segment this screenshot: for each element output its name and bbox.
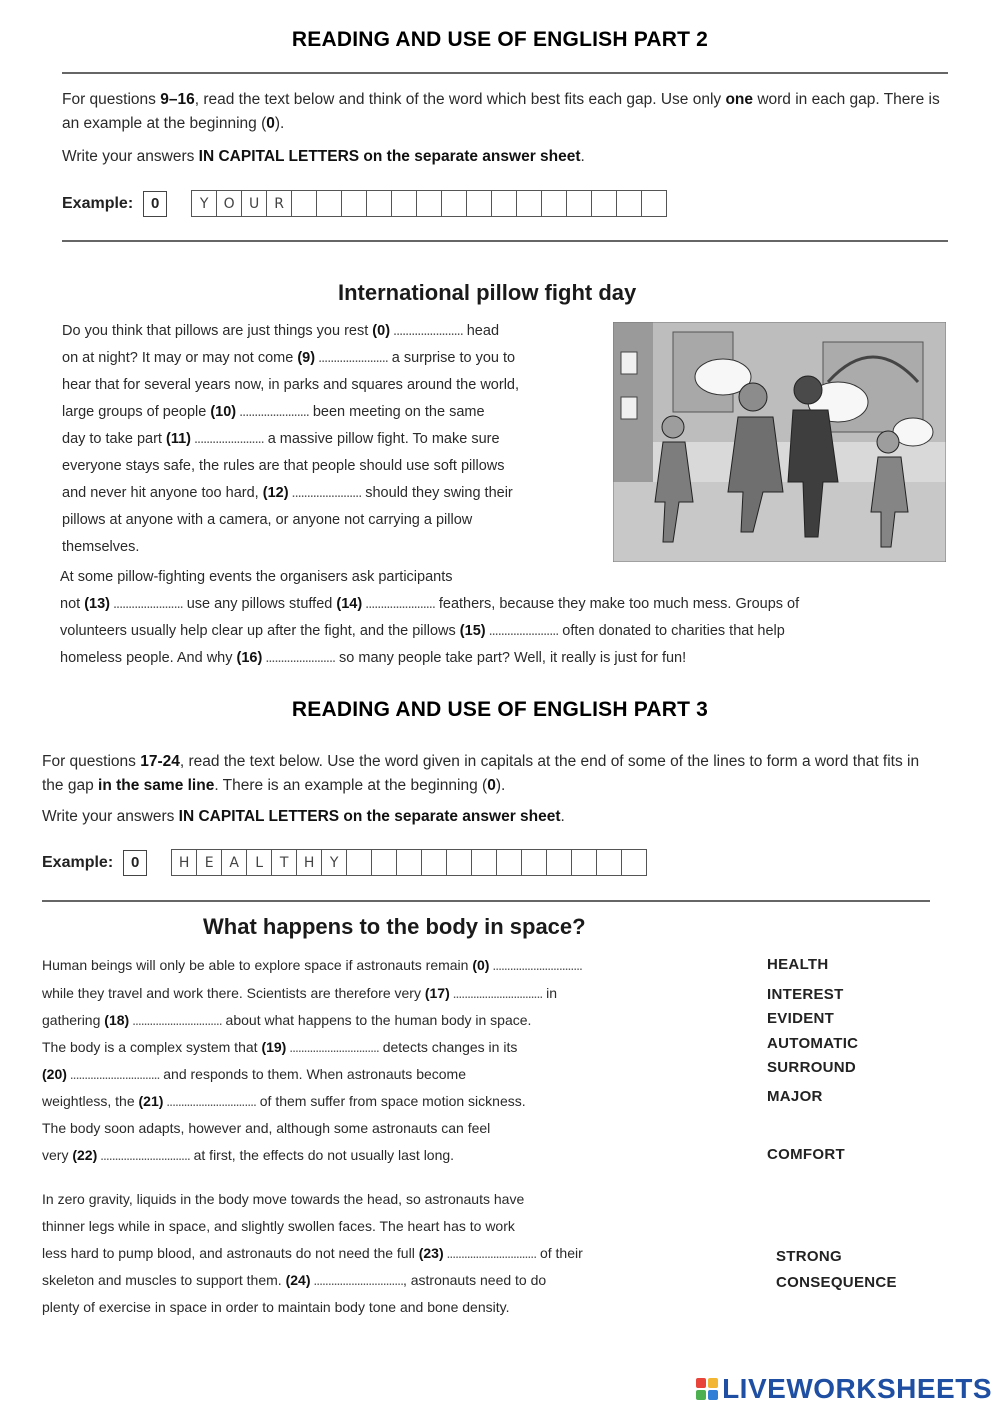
text-line bbox=[62, 399, 485, 426]
line-text: volunteers usually help clear up after the fight, and the pillows bbox=[60, 623, 460, 639]
answer-cell: A bbox=[222, 850, 247, 875]
logo-tile bbox=[696, 1378, 706, 1388]
answer-cell bbox=[467, 191, 492, 216]
answer-gap: ....................... bbox=[262, 650, 336, 666]
gap-number: (17) bbox=[424, 985, 450, 1001]
example-number-box: 0 bbox=[143, 191, 167, 217]
given-word: MAJOR bbox=[767, 1088, 823, 1105]
answer-cell bbox=[542, 191, 567, 216]
text-line bbox=[62, 453, 505, 480]
text-line bbox=[42, 1007, 531, 1034]
line-text: thinner legs while in space, and slightly swollen faces. The heart has to work bbox=[42, 1218, 515, 1234]
answer-cell bbox=[622, 850, 647, 875]
answer-cell: E bbox=[197, 850, 222, 875]
answer-cell bbox=[522, 850, 547, 875]
answer-cell bbox=[417, 191, 442, 216]
liveworksheets-logo-icon bbox=[696, 1378, 718, 1400]
answer-gap: ............................... bbox=[129, 1012, 222, 1028]
text-line bbox=[42, 1061, 466, 1088]
given-word: EVIDENT bbox=[767, 1010, 835, 1027]
part2-mid-rule bbox=[62, 240, 948, 242]
part3-example bbox=[42, 849, 647, 876]
text-line bbox=[42, 1142, 454, 1169]
line-text: while they travel and work there. Scientists are therefore very bbox=[42, 985, 425, 1001]
line-text: skeleton and muscles to support them. bbox=[42, 1272, 286, 1288]
answer-cell: Y bbox=[322, 850, 347, 875]
answer-cell: H bbox=[297, 850, 322, 875]
answer-gap: ............................... bbox=[286, 1039, 379, 1055]
text-line bbox=[62, 480, 513, 507]
line-text: , astronauts need to do bbox=[402, 1272, 547, 1288]
part2-top-rule bbox=[62, 72, 948, 74]
text-line bbox=[42, 980, 557, 1007]
answer-cell bbox=[347, 850, 372, 875]
answer-cell: R bbox=[267, 191, 292, 216]
answer-cell: U bbox=[242, 191, 267, 216]
line-text: themselves. bbox=[62, 539, 140, 555]
answer-cell bbox=[572, 850, 597, 875]
answer-cell bbox=[492, 191, 517, 216]
text-line bbox=[42, 952, 582, 979]
text-line bbox=[42, 1186, 524, 1213]
answer-cell bbox=[367, 191, 392, 216]
line-text: should they swing their bbox=[361, 485, 513, 501]
gap-number: (19) bbox=[261, 1039, 287, 1055]
part3-title: READING AND USE OF ENGLISH PART 3 bbox=[291, 698, 709, 721]
answer-cell: Y bbox=[192, 191, 217, 216]
answer-cell bbox=[342, 191, 367, 216]
gap-number: (11) bbox=[165, 431, 191, 447]
line-text: in bbox=[542, 985, 558, 1001]
answer-cell bbox=[292, 191, 317, 216]
answer-cell bbox=[317, 191, 342, 216]
answer-cell bbox=[442, 191, 467, 216]
answer-cell bbox=[547, 850, 572, 875]
line-text: about what happens to the human body in space. bbox=[221, 1012, 532, 1028]
answer-gap: ....................... bbox=[190, 431, 264, 447]
text-line bbox=[60, 618, 785, 645]
line-text: Do you think that pillows are just things you rest bbox=[62, 323, 373, 339]
part2-example bbox=[62, 190, 667, 217]
liveworksheets-brand bbox=[696, 1373, 992, 1405]
answer-gap: ....................... bbox=[109, 596, 183, 612]
line-text: very bbox=[42, 1147, 73, 1163]
answer-cell bbox=[592, 191, 617, 216]
answer-gap: ............................... bbox=[443, 1245, 537, 1261]
part3-article-title: What happens to the body in space? bbox=[203, 914, 586, 939]
line-text: At some pillow-fighting events the organisers ask participants bbox=[60, 569, 453, 585]
example-number-box: 0 bbox=[123, 850, 147, 876]
answer-gap: ....................... bbox=[288, 485, 362, 501]
given-word: COMFORT bbox=[767, 1146, 845, 1163]
line-text: less hard to pump blood, and astronauts do not need the full bbox=[42, 1245, 419, 1261]
gap-number: (15) bbox=[459, 623, 486, 639]
gap-number: (23) bbox=[418, 1245, 444, 1261]
answer-cell bbox=[517, 191, 542, 216]
answer-cell bbox=[472, 850, 497, 875]
answer-gap: ....................... bbox=[390, 323, 463, 339]
given-word: SURROUND bbox=[767, 1059, 857, 1076]
text-line bbox=[42, 1088, 526, 1115]
part3-write-instruction: Write your answers IN CAPITAL LETTERS on the separate answer sheet. bbox=[42, 808, 565, 825]
answer-cell: H bbox=[172, 850, 197, 875]
text-line bbox=[62, 426, 500, 453]
answer-gap: ....................... bbox=[315, 350, 388, 366]
given-word: STRONG bbox=[776, 1248, 842, 1265]
gap-number: (0) bbox=[372, 323, 391, 339]
gap-number: (0) bbox=[472, 957, 490, 973]
example-answer-cells bbox=[191, 190, 667, 217]
line-text: at first, the effects do not usually last long. bbox=[189, 1147, 455, 1163]
part2-article-title: International pillow fight day bbox=[338, 280, 637, 305]
text-line bbox=[62, 534, 139, 561]
line-text: pillows at anyone with a camera, or anyone not carrying a pillow bbox=[62, 512, 473, 528]
given-word: HEALTH bbox=[767, 956, 829, 973]
gap-number: (18) bbox=[104, 1012, 130, 1028]
answer-cell bbox=[642, 191, 667, 216]
answer-cell bbox=[497, 850, 522, 875]
gap-number: (16) bbox=[236, 650, 263, 666]
line-text: plenty of exercise in space in order to maintain body tone and bone density. bbox=[42, 1299, 510, 1315]
text-line bbox=[60, 645, 686, 672]
text-line bbox=[60, 564, 453, 591]
answer-cell bbox=[447, 850, 472, 875]
line-text: a massive pillow fight. To make sure bbox=[263, 431, 500, 447]
line-text: not bbox=[60, 596, 85, 612]
line-text: of their bbox=[536, 1245, 583, 1261]
answer-cell bbox=[372, 850, 397, 875]
part3-rule bbox=[42, 900, 930, 902]
line-text: on at night? It may or may not come bbox=[62, 350, 298, 366]
gap-number: (20) bbox=[42, 1066, 67, 1082]
part2-title: READING AND USE OF ENGLISH PART 2 bbox=[291, 28, 709, 51]
brand-name: LIVEWORKSHEETS bbox=[722, 1373, 992, 1404]
line-text: of them suffer from space motion sickness. bbox=[255, 1093, 526, 1109]
answer-cell: L bbox=[247, 850, 272, 875]
answer-cell bbox=[567, 191, 592, 216]
part3-instructions: For questions 17-24, read the text below. Use the word given in capitals at the end of some of the lines to form a word that fits in the gap in the same line. There is an example at the beginning (0). bbox=[42, 753, 920, 794]
text-line bbox=[42, 1240, 583, 1267]
answer-cell: O bbox=[217, 191, 242, 216]
line-text: been meeting on the same bbox=[308, 404, 485, 420]
answer-gap: ............................... bbox=[449, 985, 543, 1001]
line-text: so many people take part? Well, it really is just for fun! bbox=[335, 650, 687, 666]
logo-tile bbox=[696, 1390, 706, 1400]
text-line bbox=[62, 372, 519, 399]
line-text: head bbox=[462, 323, 500, 339]
line-text: The body is a complex system that bbox=[42, 1039, 262, 1055]
text-line bbox=[62, 318, 499, 345]
answer-gap: ....................... bbox=[236, 404, 309, 420]
answer-gap: ............................... bbox=[97, 1147, 190, 1163]
pillow-fight-illustration bbox=[613, 322, 946, 562]
text-line bbox=[62, 345, 515, 372]
line-text: large groups of people bbox=[62, 404, 211, 420]
text-line bbox=[42, 1267, 546, 1294]
line-text: hear that for several years now, in parks and squares around the world, bbox=[62, 377, 520, 393]
gap-number: (10) bbox=[210, 404, 237, 420]
line-text: and responds to them. When astronauts become bbox=[159, 1066, 466, 1082]
text-line bbox=[42, 1115, 490, 1142]
line-text: often donated to charities that help bbox=[558, 623, 785, 639]
answer-cell bbox=[397, 850, 422, 875]
logo-tile bbox=[708, 1390, 718, 1400]
line-text: and never hit anyone too hard, bbox=[62, 485, 263, 501]
answer-cell: T bbox=[272, 850, 297, 875]
answer-cell bbox=[597, 850, 622, 875]
given-word: CONSEQUENCE bbox=[776, 1274, 897, 1291]
part2-write-instruction: Write your answers IN CAPITAL LETTERS on the separate answer sheet. bbox=[62, 148, 585, 165]
given-word: AUTOMATIC bbox=[767, 1035, 859, 1052]
answer-cell bbox=[392, 191, 417, 216]
part2-instructions: For questions 9–16, read the text below and think of the word which best fits each gap. Use only one word in each gap. There is an example at the beginning (0). bbox=[62, 91, 940, 132]
text-line bbox=[42, 1034, 517, 1061]
answer-gap: ............................... bbox=[66, 1066, 160, 1082]
line-text: In zero gravity, liquids in the body move towards the head, so astronauts have bbox=[42, 1191, 525, 1207]
text-line bbox=[42, 1213, 515, 1240]
answer-cell bbox=[422, 850, 447, 875]
example-label: Example: bbox=[62, 194, 134, 212]
example-label: Example: bbox=[42, 853, 114, 871]
line-text: everyone stays safe, the rules are that people should use soft pillows bbox=[62, 458, 505, 474]
line-text: weightless, the bbox=[42, 1093, 139, 1109]
line-text: The body soon adapts, however and, although some astronauts can feel bbox=[42, 1120, 491, 1136]
line-text: gathering bbox=[42, 1012, 105, 1028]
answer-gap: ............................... bbox=[163, 1093, 256, 1109]
gap-number: (13) bbox=[84, 596, 110, 612]
line-text: Human beings will only be able to explore space if astronauts remain bbox=[42, 957, 473, 973]
answer-gap: ............................... bbox=[310, 1272, 403, 1288]
line-text: a surprise to you to bbox=[387, 350, 516, 366]
text-line bbox=[42, 1294, 509, 1321]
given-word: INTEREST bbox=[767, 986, 844, 1003]
gap-number: (22) bbox=[72, 1147, 98, 1163]
text-line bbox=[60, 591, 799, 618]
line-text: homeless people. And why bbox=[60, 650, 237, 666]
gap-number: (12) bbox=[262, 485, 289, 501]
answer-cell bbox=[617, 191, 642, 216]
line-text: detects changes in its bbox=[378, 1039, 518, 1055]
line-text: use any pillows stuffed bbox=[182, 596, 337, 612]
answer-gap: ....................... bbox=[485, 623, 559, 639]
text-line bbox=[62, 507, 472, 534]
gap-number: (14) bbox=[336, 596, 363, 612]
logo-tile bbox=[708, 1378, 718, 1388]
line-text: feathers, because they make too much mess. Groups of bbox=[434, 596, 800, 612]
line-text: day to take part bbox=[62, 431, 166, 447]
answer-gap: ....................... bbox=[362, 596, 435, 612]
gap-number: (24) bbox=[285, 1272, 311, 1288]
answer-gap: ............................... bbox=[489, 957, 582, 973]
gap-number: (9) bbox=[297, 350, 316, 366]
gap-number: (21) bbox=[138, 1093, 164, 1109]
example-answer-cells bbox=[171, 849, 647, 876]
